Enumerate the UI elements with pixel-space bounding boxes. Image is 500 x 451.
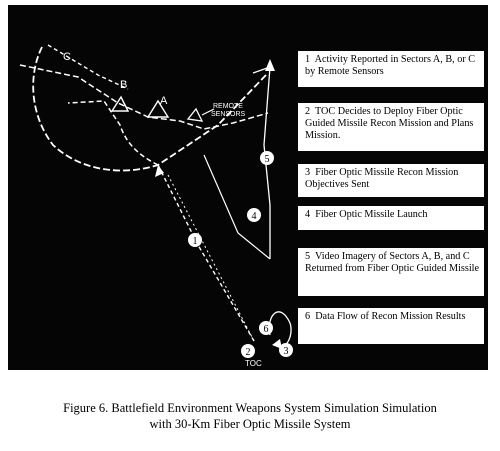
step-5-number: 5 (305, 251, 311, 262)
sensor-to-toc-link (204, 155, 270, 259)
figure-caption (0, 400, 500, 432)
sector-c-boundary (48, 45, 128, 89)
remote-sensors-label-line1: REMOTE (213, 103, 243, 110)
sector-c-label: C (63, 51, 71, 63)
marker-4 (247, 208, 261, 222)
missile-launch-path (158, 165, 254, 341)
marker-6 (259, 321, 273, 335)
step-5-text: Video Imagery of Sectors A, B, and C Returned from Fiber Optic Guided Missile (305, 251, 480, 274)
step-box-6 (298, 308, 484, 344)
diagram-panel (8, 5, 488, 370)
sector-a-label: A (160, 95, 168, 107)
marker-2-label: 2 (245, 347, 251, 358)
step-box-4 (298, 206, 484, 230)
marker-4-label: 4 (251, 211, 257, 222)
step-box-2 (298, 103, 484, 151)
step-6-number: 6 (305, 311, 311, 322)
step-3-text: Fiber Optic Missile Recon Mission Objectives Sent (305, 167, 459, 190)
missile-direct-link (168, 175, 254, 341)
step-4-number: 4 (305, 209, 311, 220)
caption-line-2: with 30-Km Fiber Optic Missile System (149, 417, 351, 431)
caption-line-1: Figure 6. Battlefield Environment Weapons System Simulation Simulation (63, 401, 437, 415)
marker-3 (279, 343, 293, 357)
arrowhead-video (265, 59, 275, 71)
step-1-text: Activity Reported in Sectors A, B, or C by Remote Sensors (305, 54, 476, 77)
step-4-text: Fiber Optic Missile Launch (315, 209, 428, 220)
step-3-number: 3 (305, 167, 311, 178)
step-box-3 (298, 164, 484, 197)
marker-5-label: 5 (264, 154, 270, 165)
step-box-5 (298, 248, 484, 296)
step-2-text: TOC Decides to Deploy Fiber Optic Guided Missile Recon Mission and Plans Mission. (305, 106, 474, 141)
remote-sensors-label-line2: SENSORS (211, 111, 246, 118)
marker-3-label: 3 (283, 346, 289, 357)
marker-5 (260, 151, 274, 165)
toc-label: TOC (245, 359, 262, 368)
marker-2 (241, 344, 255, 358)
step-1-number: 1 (305, 54, 311, 65)
marker-6-label: 6 (263, 324, 269, 335)
step-6-text: Data Flow of Recon Mission Results (315, 311, 466, 322)
sector-b-label: B (120, 79, 128, 91)
marker-1-label: 1 (192, 236, 198, 247)
sector-ridge-line (20, 65, 268, 129)
step-2-number: 2 (305, 106, 311, 117)
remote-sensor-marker (188, 109, 202, 121)
step-box-1 (298, 51, 484, 87)
marker-1 (188, 233, 202, 247)
